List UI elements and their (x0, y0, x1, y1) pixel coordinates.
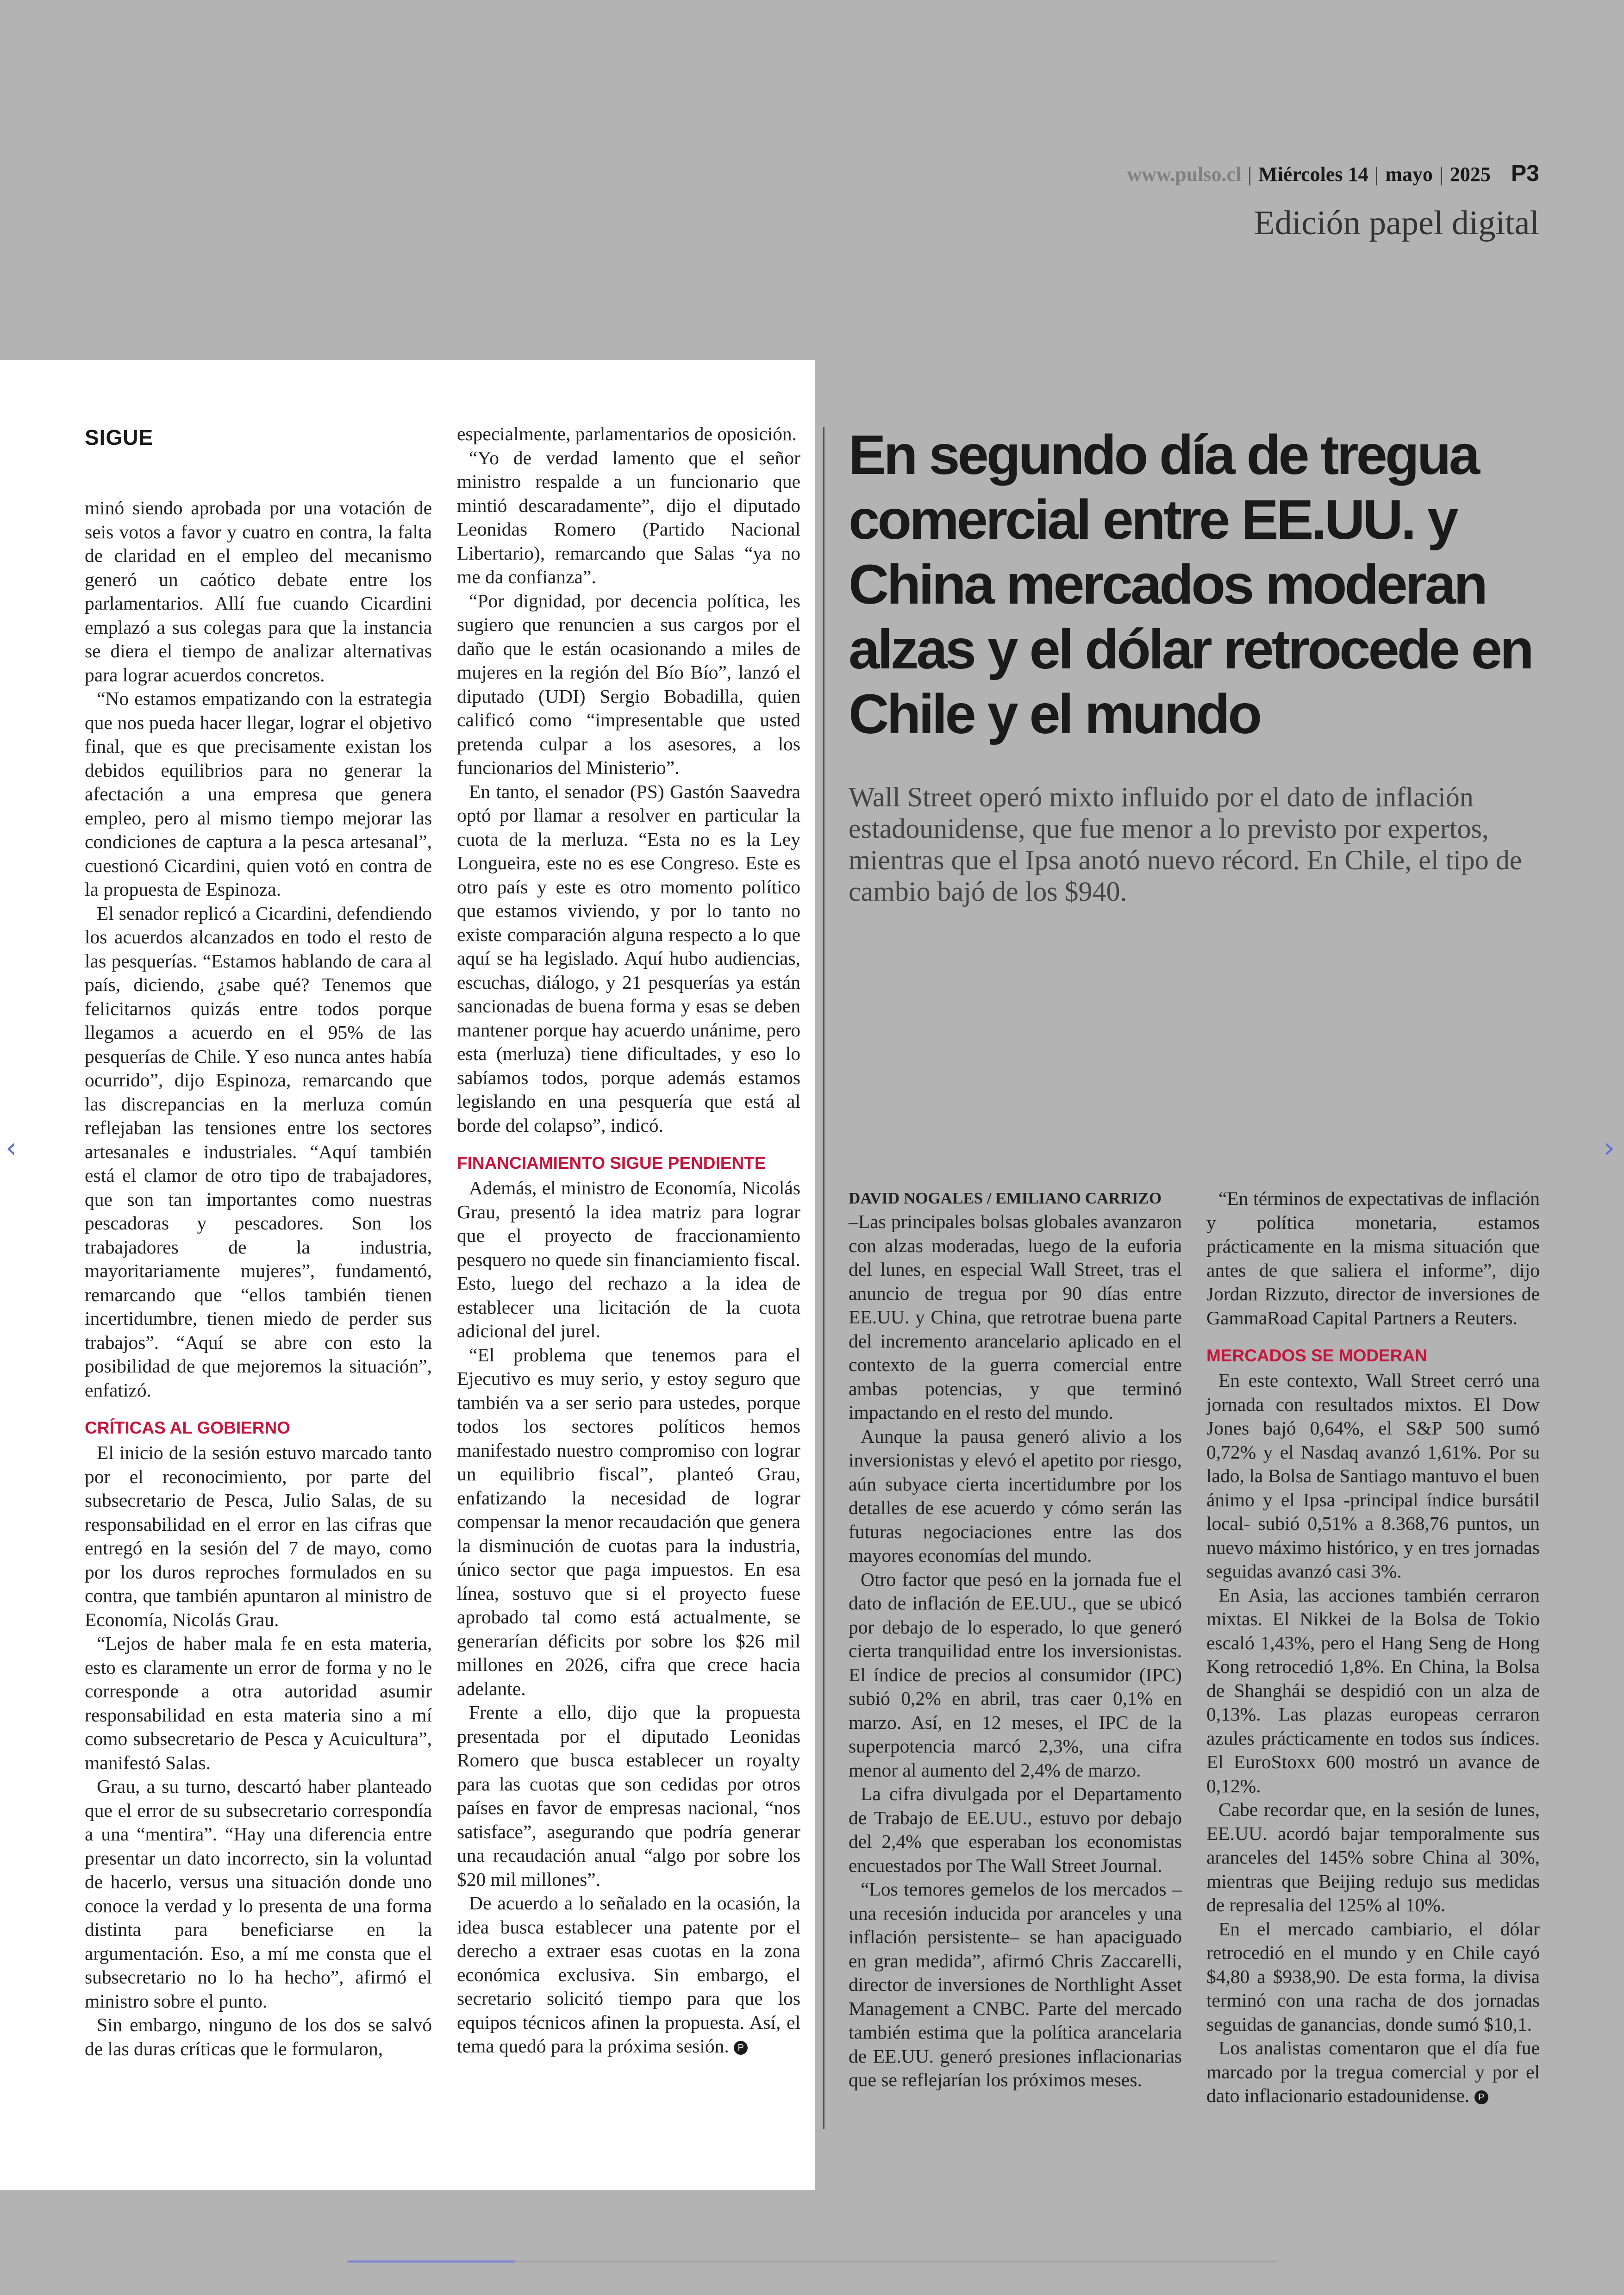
date-year: 2025 (1449, 163, 1491, 186)
paragraph: “Yo de verdad lamento que el señor ministro respalde a un funcionario que mintió descaradamente”, dijo el diputado Leonidas Romero (Partido Nacional Libertario), remarcando que Salas “ya no me da confianza”. (457, 447, 800, 587)
site-url[interactable]: www.pulso.cl (1127, 163, 1242, 186)
paragraph: –Las principales bolsas globales avanzaron con alzas moderadas, luego de la euforia del lunes, en especial Wall Street, tras el anuncio de tregua por 90 días entre EE.UU. y China, que retrotrae buena parte del incremento arancelario aplicado en el contexto de la guerra comercial entre ambas potencias, y que terminó impactando en el resto del mundo. (849, 1211, 1182, 1423)
paragraph: La cifra divulgada por el Departamento de Trabajo de EE.UU., estuvo por debajo del 2,4% que esperaban los economistas encuestados por The Wall Street Journal. (849, 1783, 1182, 1876)
paragraph: Frente a ello, dijo que la propuesta presentada por el diputado Leonidas Romero que busca establecer un royalty para las cuotas que son cedidas por otros países en favor de empresas nacional, “nos satisface”, asegurando que podría generar una recaudación anual “algo por sobre los $20 mil millones”. (457, 1702, 800, 1890)
subheading-mercados: MERCADOS SE MODERAN (1206, 1346, 1427, 1365)
paragraph: Cabe recordar que, en la sesión de lunes, EE.UU. acordó bajar temporalmente sus aranceles del 145% sobre China al 30%, mientras que Beijing redujo sus medidas de represalia del 125% al 10%. (1206, 1799, 1540, 1915)
page-progress-bar[interactable] (347, 2260, 1278, 2263)
paragraph: especialmente, parlamentarios de oposición. (457, 423, 797, 444)
page-header: www.pulso.cl | Miércoles 14 | mayo | 2025 P3 (1127, 160, 1539, 186)
paragraph (1206, 2036, 1540, 2108)
article-right-column-2 (1206, 1187, 1540, 2108)
date-month: mayo (1385, 163, 1433, 186)
paragraph: En el mercado cambiario, el dólar retrocedió en el mundo y en Chile cayó $4,80 a $938,90. De esta forma, la divisa terminó con una racha de dos jornadas seguidas de ganancias, donde sumó $10,1. (1206, 1918, 1540, 2035)
paragraph: El senador replicó a Cicardini, defendiendo los acuerdos alcanzados en todo el resto de las pesquerías. “Estamos hablando de cara al país, diciendo, ¿sabe qué? Tenemos que felicitarnos quizás entre todos porque llegamos a acuerdo en el 95% de las pesquerías de Chile. Y eso nunca antes había ocurrido”, dijo Espinoza, remarcando que las discrepancias en la merluza común reflejaban las tensiones entre los sectores artesanales e industriales. “Aquí también está el clamor de otro tipo de trabajadores, que son tan importantes como nuestras pescadoras y pescadores. Son los trabajadores de la industria, mayoritariamente mujeres”, fundamentó, remarcando que “ellos también tienen incertidumbre, tienen miedo de perder sus trabajos”. “Aquí se abre con esto la posibilidad de que mejoremos la situación”, enfatizó. (85, 902, 432, 1401)
article-right-column-1 (849, 1187, 1182, 2092)
previous-page-icon[interactable]: ‹ (6, 1132, 17, 1164)
article-deck: Wall Street operó mixto influido por el dato de inflación estadounidense, que fue menor a lo previsto por expertos, mientras que el Ipsa anotó nuevo récord. En Chile, el tipo de cambio bajó de los $940. (849, 782, 1522, 907)
page-number: P3 (1511, 160, 1539, 186)
paragraph: Sin embargo, ninguno de los dos se salvó de las duras críticas que le formularon, (85, 2014, 432, 2059)
continuation-label: SIGUE (85, 425, 154, 449)
paragraph: “Por dignidad, por decencia política, les sugiero que renuncien a sus cargos por el daño que le están ocasionando a miles de mujeres en la región del Bío Bío”, lanzó el diputado (UDI) Sergio Bobadilla, quien calificó como “impresentable que usted pretenda culpar a los asesores, a los funcionarios del Ministerio”. (457, 590, 800, 778)
paragraph-text: De acuerdo a lo señalado en la ocasión, la idea busca establecer una patente por el derecho a extraer esas cuotas en la zona económica exclusiva. Sin embargo, el secretario solicitó tiempo para que los equipos técnicos afinen la propuesta. Así, el tema quedó para la próxima sesión. (457, 1892, 800, 2057)
paragraph: “Lejos de haber mala fe en esta materia, esto es claramente un error de forma y no le corresponde a otra autoridad asumir responsabilidad en esta materia sino a mí como subsecretario de Pesca y Acuicultura”, manifestó Salas. (85, 1633, 432, 1773)
date-day: Miércoles 14 (1258, 163, 1368, 186)
paragraph: “El problema que tenemos para el Ejecutivo es muy serio, y estoy seguro que también va a ser serio para ustedes, porque todos los sectores políticos hemos manifestado nuestro compromiso con lograr un equilibrio fiscal”, planteó Grau, enfatizando la necesidad de lograr compensar la menor recaudación que genera la disminución de cuotas para la industria, único sector que paga impuestos. En esa línea, sostuvo que si el proyecto fuese aprobado tal como está actualmente, se generarían déficits por sobre los $26 mil millones en 2026, cifra que crece hacia adelante. (457, 1344, 800, 1699)
page-progress-fill (347, 2260, 515, 2263)
edition-label: Edición papel digital (1254, 204, 1539, 242)
column-divider (823, 427, 824, 2129)
article-left-column-2 (457, 422, 800, 2058)
paragraph: Otro factor que pesó en la jornada fue el dato de inflación de EE.UU., que se ubicó por debajo de lo esperado, lo que generó cierta tranquilidad entre los inversionistas. El índice de precios al consumidor (IPC) subió 0,2% en abril, tras caer 0,1% en marzo. Así, en 12 meses, el IPC de la superpotencia marcó 2,3%, una cifra menor al aumento del 2,4% de marzo. (849, 1568, 1182, 1781)
article-headline: En segundo día de tregua comercial entre EE.UU. y China mercados moderan alzas y el dólar retrocede en Chile y el mundo (849, 423, 1532, 745)
article-left-column-1 (85, 496, 432, 2061)
paragraph: En este contexto, Wall Street cerró una jornada con resultados mixtos. El Dow Jones bajó 0,64%, el S&P 500 sumó 0,72% y el Nasdaq avanzó 1,61%. Por su lado, la Bolsa de Santiago mantuvo el buen ánimo y el Ipsa -principal índice bursátil local- subió 0,51% a 8.368,76 puntos, un nuevo máximo histórico, y en tres jornadas seguidas avanzó casi 3%. (1206, 1370, 1540, 1582)
paragraph: Aunque la pausa generó alivio a los inversionistas y elevó el apetito por riesgo, aún subyace cierta incertidumbre por los detalles de ese acuerdo y cómo serán las futuras negociaciones entre las dos mayores economías del mundo. (849, 1425, 1182, 1566)
paragraph: “No estamos empatizando con la estrategia que nos pueda hacer llegar, lograr el objetivo final, que es que precisamente existan los debidos equilibrios para no generar la afectación a una empresa que genera empleo, pero al mismo tiempo mejorar las condiciones de captura a la pesca artesanal”, cuestionó Cicardini, quien votó en contra de la propuesta de Espinoza. (85, 688, 432, 900)
subheading-criticas: CRÍTICAS AL GOBIERNO (85, 1418, 291, 1437)
end-of-article-icon: P (734, 2041, 748, 2055)
byline: DAVID NOGALES / EMILIANO CARRIZO (849, 1189, 1162, 1207)
paragraph-text: Los analistas comentaron que el día fue marcado por la tregua comercial y por el dato inflacionario estadounidense. (1206, 2037, 1540, 2106)
paragraph: El inicio de la sesión estuvo marcado tanto por el reconocimiento, por parte del subsecretario de Pesca, Julio Salas, de su responsabilidad en el error en las cifras que entregó en la sesión del 7 de mayo, como por los duros reproches formulados en su contra, que también apuntaron al ministro de Economía, Nicolás Grau. (85, 1442, 432, 1630)
paragraph: “En términos de expectativas de inflación y política monetaria, estamos prácticamente en la misma situación que antes de que saliera el informe”, dijo Jordan Rizzuto, director de inversiones de GammaRoad Capital Partners a Reuters. (1206, 1188, 1540, 1328)
paragraph: “Los temores gemelos de los mercados –una recesión inducida por aranceles y una inflación persistente– se han apaciguado en gran medida”, afirmó Chris Zaccarelli, director de inversiones de Northlight Asset Management a CNBC. Parte del mercado también estima que la política arancelaria de EE.UU. generó presiones inflacionarias que se reflejarían los próximos meses. (849, 1878, 1182, 2090)
paragraph: Grau, a su turno, descartó haber planteado que el error de su subsecretario correspondía a una “mentira”. “Hay una diferencia entre presentar un dato incorrecto, sin la voluntad de hacerlo, versus una situación donde uno conoce la verdad y lo presenta de una forma distinta para beneficiarse en la argumentación. Eso, a mí me consta que el subsecretario no lo ha hecho”, afirmó el ministro sobre el punto. (85, 1776, 432, 2012)
paragraph: En Asia, las acciones también cerraron mixtas. El Nikkei de la Bolsa de Tokio escaló 1,43%, pero el Hang Seng de Hong Kong retrocedió 1,8%. En China, la Bolsa de Shanghái se despidió con un alza de 0,13%. Las plazas europeas cerraron azules prácticamente en todos sus índices. El EuroStoxx 600 mostró un avance de 0,12%. (1206, 1584, 1540, 1796)
paragraph (457, 1891, 800, 2058)
paragraph: Además, el ministro de Economía, Nicolás Grau, presentó la idea matriz para lograr que el proyecto de fraccionamiento pesquero no quede sin financiamiento fiscal. Esto, luego del rechazo a la idea de establecer una licitación de la cuota adicional del jurel. (457, 1177, 800, 1341)
paragraph: minó siendo aprobada por una votación de seis votos a favor y cuatro en contra, la falta de claridad en el empleo del mecanismo generó un caótico debate entre los parlamentarios. Allí fue cuando Cicardini emplazó a sus colegas para que la instancia se diera el tiempo de analizar alternativas para lograr acuerdos concretos. (85, 497, 432, 686)
end-of-article-icon: P (1474, 2090, 1488, 2104)
paragraph: En tanto, el senador (PS) Gastón Saavedra optó por llamar a resolver en particular la cuota de la merluza. “Esta no es la Ley Longueira, este no es ese Congreso. Este es otro país y este es otro momento político que estamos viviendo, y por lo tanto no existe comparación alguna respecto a lo que aquí se ha legislado. Aquí hubo audiencias, escuchas, diálogo, y 21 pesquerías ya están sancionadas de buena forma y esas se deben mantener porque hay acuerdo unánime, pero esta (merluza) tiene dificultades, y eso lo sabíamos todos, porque además estamos legislando en una pesquería que está al borde del colapso”, indicó. (457, 780, 800, 1136)
subheading-financiamiento: FINANCIAMIENTO SIGUE PENDIENTE (457, 1154, 766, 1172)
next-page-icon[interactable]: › (1604, 1132, 1615, 1164)
